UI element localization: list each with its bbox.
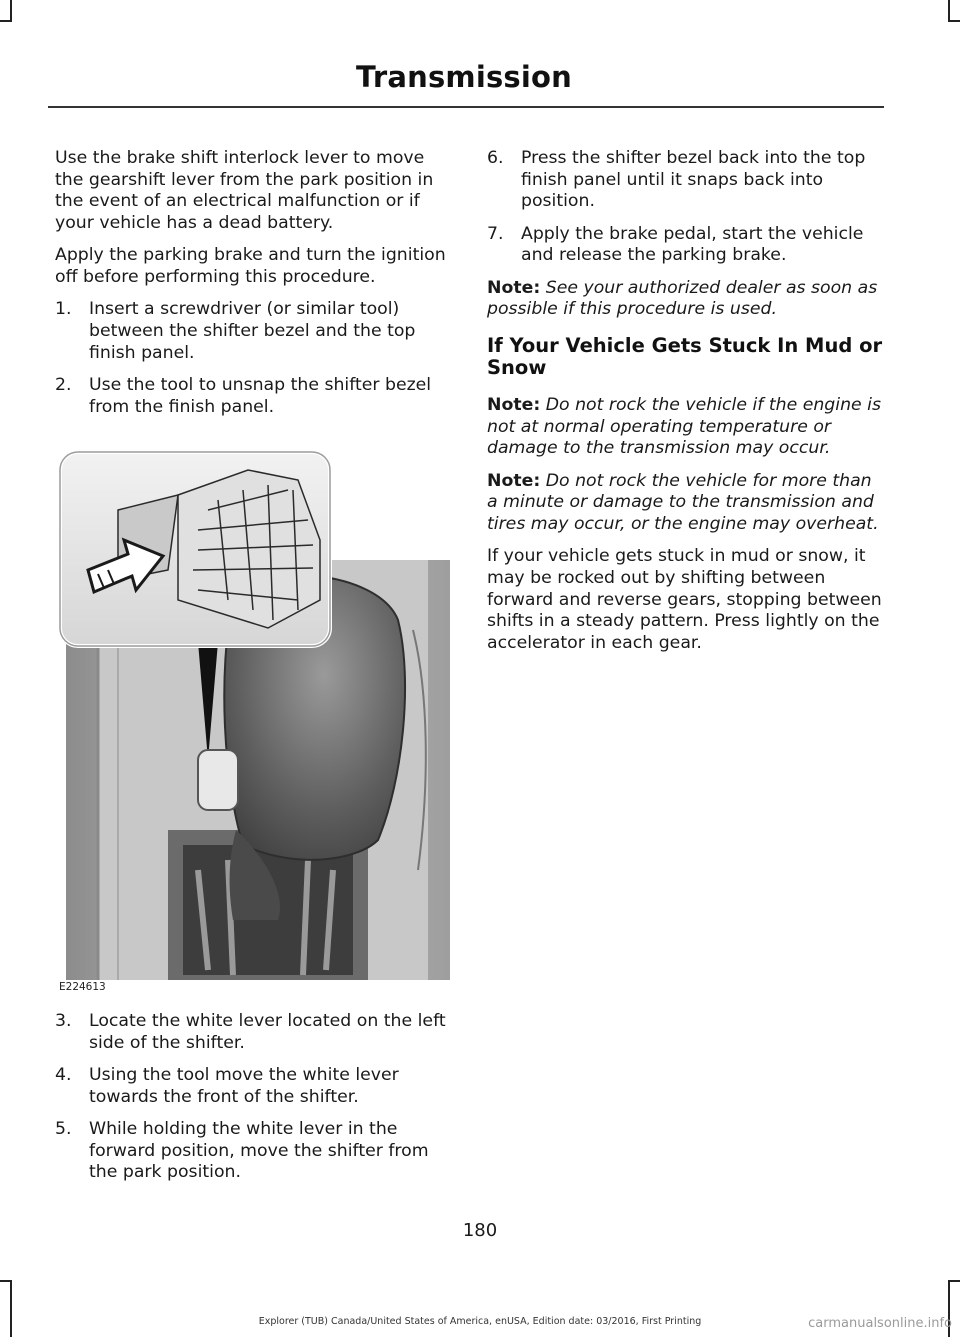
page-title: Transmission	[356, 60, 572, 94]
crop-mark	[10, 0, 12, 22]
step-item	[55, 375, 450, 418]
page-number: 180	[462, 1220, 498, 1241]
step-item	[55, 1011, 450, 1054]
header-divider	[48, 106, 884, 108]
note-label: Note:	[487, 394, 541, 415]
step-text: Locate the white lever located on the left side of the shifter.	[89, 1011, 446, 1053]
step-number: 2.	[55, 374, 72, 395]
step-number: 4.	[55, 1064, 72, 1085]
step-text: Using the tool move the white lever towards the front of the shifter.	[89, 1064, 399, 1107]
step-item	[487, 148, 883, 213]
step-text: Insert a screwdriver (or similar tool) between the shifter bezel and the top finish panel.	[89, 299, 416, 363]
step-item	[55, 1065, 450, 1108]
step-number: 1.	[55, 299, 72, 320]
note-text: Do not rock the vehicle if the engine is not at normal operating temperature or damage to the transmission may occur.	[487, 394, 881, 459]
precaution-paragraph: Apply the parking brake and turn the ignition off before performing this procedure.	[55, 245, 446, 288]
note-paragraph	[487, 471, 883, 536]
intro-paragraph: Use the brake shift interlock lever to move the gearshift lever from the park position in the event of an electrical malfunction or if your vehicle has a dead battery.	[55, 148, 434, 234]
note-paragraph	[487, 395, 883, 460]
step-item	[55, 299, 450, 364]
watermark: carmanualsonline.info	[808, 1316, 952, 1331]
step-text: Press the shifter bezel back into the top finish panel until it snaps back into position.	[521, 148, 866, 212]
figure-code: E224613	[59, 981, 106, 993]
crop-mark	[10, 1280, 12, 1337]
left-column-continued	[55, 1011, 450, 1194]
crop-mark	[948, 1280, 960, 1282]
left-column	[55, 148, 450, 429]
section-heading: If Your Vehicle Gets Stuck In Mud or Snow	[487, 333, 883, 379]
crop-mark	[948, 20, 960, 22]
note-text: Do not rock the vehicle for more than a minute or damage to the transmission and tires may occur, or the engine may overheat.	[487, 470, 879, 534]
note-text: See your authorized dealer as soon as possible if this procedure is used.	[487, 277, 878, 320]
step-text: Use the tool to unsnap the shifter bezel from the finish panel.	[89, 374, 432, 417]
step-item	[55, 1119, 450, 1184]
step-number: 6.	[487, 148, 504, 168]
step-number: 7.	[487, 223, 504, 244]
body-paragraph: If your vehicle gets stuck in mud or snow, it may be rocked out by shifting between forward and reverse gears, stopping between shifts in a steady pattern. Press lightly on the accelerator in each gear.	[487, 546, 882, 653]
edition-footer: Explorer (TUB) Canada/United States of America, enUSA, Edition date: 03/2016, First Printing	[258, 1316, 702, 1327]
step-number: 3.	[55, 1011, 72, 1031]
crop-mark	[0, 1280, 12, 1282]
note-paragraph	[487, 278, 883, 321]
crop-mark	[0, 20, 12, 22]
right-column	[487, 148, 883, 665]
note-label: Note:	[487, 277, 541, 298]
step-item	[487, 224, 883, 267]
step-text: Apply the brake pedal, start the vehicle and release the parking brake.	[521, 223, 864, 266]
crop-mark	[948, 0, 950, 22]
note-label: Note:	[487, 470, 541, 491]
shifter-illustration	[58, 450, 450, 996]
step-text: While holding the white lever in the forward position, move the shifter from the park position.	[89, 1118, 429, 1183]
step-number: 5.	[55, 1118, 72, 1139]
